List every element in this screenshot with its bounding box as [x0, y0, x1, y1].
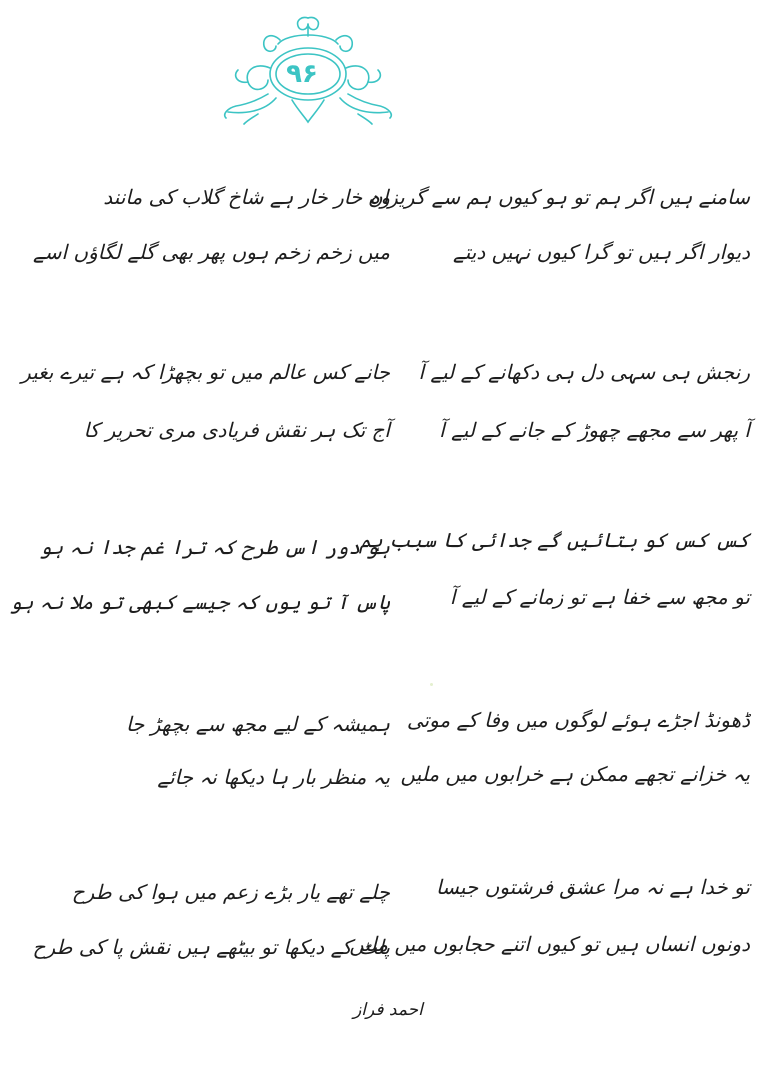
verse-line: دونوں انساں ہیں تو کیوں اتنے حجابوں میں ملیں [349, 932, 750, 956]
verse-line: کس کس کو بتائیں گے جدائی کا سبب ہم [359, 528, 750, 552]
verse-line: یہ منظر بار ہا دیکھا نہ جائے [157, 765, 390, 789]
poet-signature: احمد فراز [353, 1000, 423, 1020]
paper-speck [430, 683, 433, 686]
verse-line: پلٹ کے دیکھا تو بیٹھے ہیں نقش پا کی طرح [32, 935, 390, 959]
verse-line: تو خدا ہے نہ مرا عشق فرشتوں جیسا [435, 875, 750, 899]
verse-line: ڈھونڈ اجڑے ہوئے لوگوں میں وفا کے موتی [406, 708, 750, 732]
verse-line: رنجش ہی سہی دل ہی دکھانے کے لیے آ [418, 360, 750, 384]
verse-line: پاس آ تو یوں کہ جیسے کبھی تو ملا نہ ہو [10, 590, 390, 614]
verse-line: ہو دور اس طرح کہ ترا غم جدا نہ ہو [39, 535, 390, 559]
verse-line: وہ خار خار ہے شاخ گلاب کی مانند [103, 185, 390, 209]
page-number: ۹۶ [286, 59, 318, 89]
verse-line: چلے تھے یار بڑے زعم میں ہوا کی طرح [71, 880, 390, 904]
verse-line: آ پھر سے مجھے چھوڑ کے جانے کے لیے آ [439, 418, 750, 442]
verse-line: ہمیشہ کے لیے مجھ سے بچھڑ جا [125, 712, 390, 736]
verse-line: آج تک ہر نقش فریادی مری تحریر کا [83, 418, 390, 442]
verse-line: میں زخم زخم ہوں پھر بھی گلے لگاؤں اسے [33, 240, 390, 264]
verse-line: دیوار اگر ہیں تو گرا کیوں نہیں دیتے [453, 240, 750, 264]
verse-line: یہ خزانے تجھے ممکن ہے خرابوں میں ملیں [400, 762, 750, 786]
verse-line: جانے کس عالم میں تو بچھڑا کہ ہے تیرے بغیر [21, 360, 390, 384]
verse-line: تو مجھ سے خفا ہے تو زمانے کے لیے آ [449, 585, 750, 609]
verse-line: سامنے ہیں اگر ہم تو ہو کیوں ہم سے گریزاں [367, 185, 750, 209]
